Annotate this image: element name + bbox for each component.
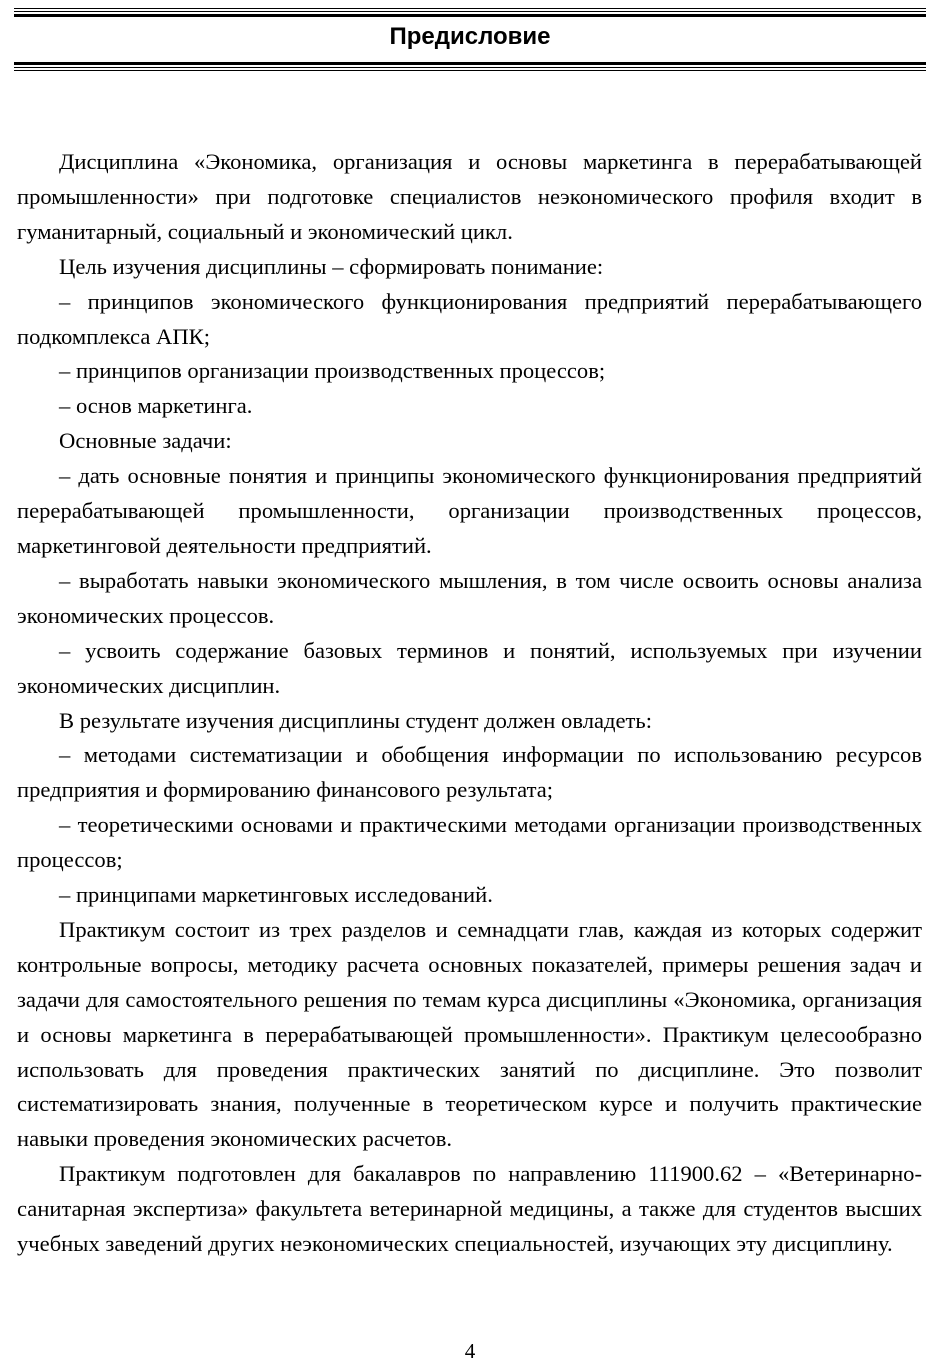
list-item: – усвоить содержание базовых терминов и понятий, используемых при изучении экономических дисциплин. [17, 637, 922, 698]
page-title: Предисловие [389, 23, 551, 50]
list-item: – дать основные понятия и принципы экономического функционирования предприятий перерабатывающей промышленности, организации производственных процессов, маркетинговой деятельности предприятий. [17, 463, 922, 558]
paragraph: Практикум состоит из трех разделов и семнадцати глав, каждая из которых содержит контрольные вопросы, методику расчета основных показателей, примеры решения задач и задачи для самостоятельного решения по темам курса дисциплины «Экономика, организация и основы маркетинга в перерабатывающей промышленности». Практикум целесообразно использовать для проведения практических занятий по дисциплине. Это позволит систематизировать знания, полученные в теоретическом курсе и получить практические навыки проведения экономических расчетов. [17, 916, 922, 1152]
paragraph: Дисциплина «Экономика, организация и основы маркетинга в перерабатывающей промышленности» при подготовке специалистов неэкономического профиля входит в гуманитарный, социальный и экономический цикл. [17, 149, 922, 244]
list-item: – принципов экономического функционирования предприятий перерабатывающего подкомплекса АПК; [17, 288, 922, 349]
paragraph: Цель изучения дисциплины – сформировать понимание: [59, 253, 604, 279]
paragraph: Практикум подготовлен для бакалавров по направлению 111900.62 – «Ветеринарно-санитарная экспертиза» факультета ветеринарной медицины, а также для студентов высших учебных заведений других неэкономических специальностей, изучающих эту дисциплину. [17, 1161, 922, 1257]
list-item: – методами систематизации и обобщения информации по использованию ресурсов предприятия и формированию финансового результата; [17, 742, 922, 803]
list-item: – теоретическими основами и практическими методами организации производственных процессов; [17, 812, 922, 873]
list-item: – принципов организации производственных процессов; [59, 358, 606, 384]
bottom-rule-decoration [14, 62, 926, 71]
page-number: 4 [464, 1339, 476, 1363]
list-item: – выработать навыки экономического мышления, в том числе освоить основы анализа экономических процессов. [17, 567, 922, 628]
body-text [17, 145, 922, 1262]
list-item: – основ маркетинга. [59, 393, 253, 419]
top-rule-decoration [14, 8, 926, 17]
list-item: – принципами маркетинговых исследований. [59, 882, 493, 908]
paragraph: Основные задачи: [59, 428, 232, 454]
paragraph: В результате изучения дисциплины студент должен овладеть: [59, 707, 652, 733]
